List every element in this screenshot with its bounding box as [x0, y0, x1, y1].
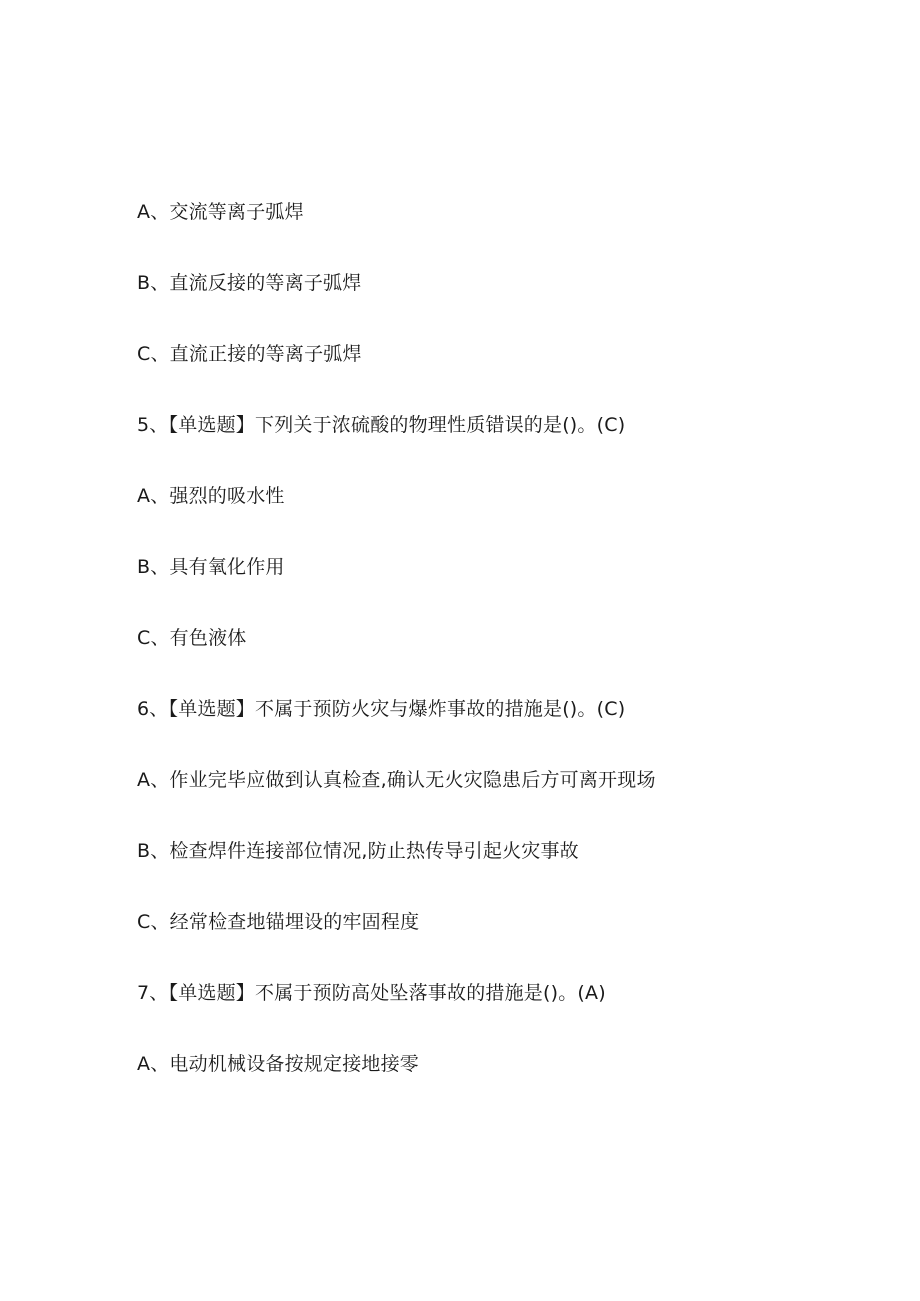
option-text: C、经常检查地锚埋设的牢固程度 [137, 911, 420, 933]
option-text: B、直流反接的等离子弧焊 [137, 272, 362, 294]
document-body [137, 196, 837, 1119]
option-text: B、检查焊件连接部位情况,防止热传导引起火灾事故 [137, 840, 579, 862]
option-text: C、直流正接的等离子弧焊 [137, 343, 362, 365]
option-text: A、交流等离子弧焊 [137, 201, 304, 223]
option-text: A、作业完毕应做到认真检查,确认无火灾隐患后方可离开现场 [137, 769, 656, 791]
option-text: C、有色液体 [137, 627, 247, 649]
option-text: A、电动机械设备按规定接地接零 [137, 1053, 419, 1075]
question-text: 7、【单选题】不属于预防高处坠落事故的措施是()。(A) [137, 982, 606, 1004]
question-text: 6、【单选题】不属于预防火灾与爆炸事故的措施是()。(C) [137, 698, 626, 720]
option-text: A、强烈的吸水性 [137, 485, 285, 507]
question-text: 5、【单选题】下列关于浓硫酸的物理性质错误的是()。(C) [137, 414, 626, 436]
option-text: B、具有氧化作用 [137, 556, 285, 578]
